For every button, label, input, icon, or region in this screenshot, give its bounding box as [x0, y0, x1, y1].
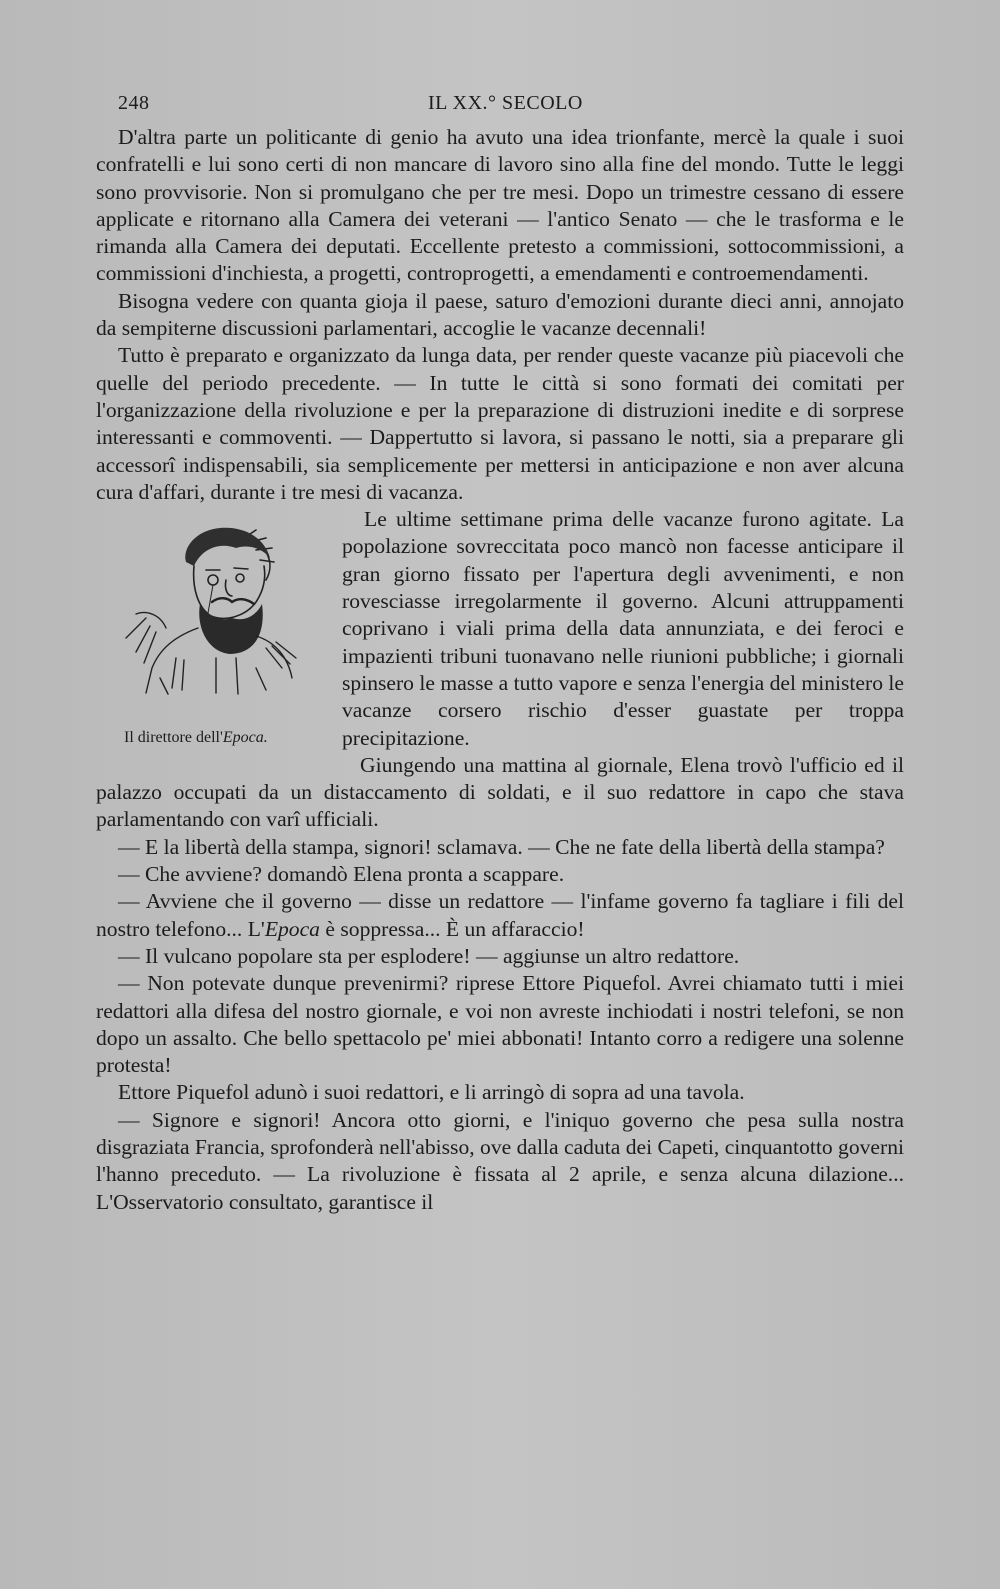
- paragraph: D'altra parte un politicante di genio ha avuto una idea trionfante, mercè la quale i suoi confratelli e lui sono certi di non mancare di lavoro sino alla fine del mondo. Tutte le leggi sono provvisorie. Non si promulgano che per tre mesi. Dopo un trimestre cessano di essere applicate e ritornano alla Camera dei veterani — l'antico Senato — che le trasforma e le rimanda alla Camera dei deputati. Eccellente pretesto a commissioni, sottocommissioni, a commissioni d'inchiesta, a progetti, controprogetti, a emendamenti e controemendamenti.: [96, 125, 904, 286]
- running-title: IL XX.° SECOLO: [428, 92, 583, 114]
- page-number: 248: [118, 92, 150, 114]
- illustration-figure: [94, 506, 330, 752]
- caption-italic-title: Epoca.: [222, 729, 268, 747]
- paragraph: — E la libertà della stampa, signori! sclamava. — Che ne fate della libertà della stampa?: [118, 834, 885, 859]
- paragraph: Ettore Piquefol adunò i suoi redattori, e li arringò di sopra ad una tavola.: [118, 1080, 745, 1105]
- paragraph: Tutto è preparato e organizzato da lunga data, per render queste vacanze più piacevoli che quelle del periodo precedente. — In tutte le città si sono formati dei comitati per l'organizzazione della rivoluzione e per la preparazione di distruzioni inedite e di sorprese interessanti e commoventi. — Dappertutto si lavora, si passano le notti, sia a preparare gli accessorî indispensabili, sia semplicemente per mettersi in anticipazione e non aver alcuna cura d'affari, durante i tre mesi di vacanza.: [96, 343, 904, 504]
- paragraph: Giungendo una mattina al giornale, Elena trovò l'ufficio ed il palazzo occupati da un distaccamento di soldati, e il suo redattore in capo che stava parlamentando con varî ufficiali.: [96, 752, 904, 832]
- editor-portrait-illustration: [116, 518, 306, 708]
- paragraph: — Che avviene? domandò Elena pronta a scappare.: [118, 862, 565, 887]
- paragraph: Le ultime settimane prima delle vacanze furono agitate. La popolazione sovreccitata poco mancò non facesse anticipare il gran giorno fissato per l'apertura degli avvenimenti, e non rovesciasse irregolarmente il governo. Alcuni attruppamenti coprivano i viali prima della data annunziata, e dei feroci e impazienti tribuni tuonavano nelle riunioni pubbliche; i giornali spinsero le masse a tutto vapore e senza l'energia del ministero le vacanze corsero rischio d'esser guastate per troppa precipitazione.: [342, 507, 904, 750]
- body-text: [96, 124, 904, 1216]
- paragraph: — Il vulcano popolare sta per esplodere! — aggiunse un altro redattore.: [118, 943, 740, 968]
- paragraph: Bisogna vedere con quanta gioja il paese, saturo d'emozioni durante dieci anni, annojato da sempiterne discussioni parlamentari, accoglie le vacanze decennali!: [96, 288, 904, 341]
- paragraph: — Avviene che il governo — disse un redattore — l'infame governo fa tagliare i fili del nostro telefono... L'Epoca è soppressa... È un affaraccio!: [96, 889, 904, 941]
- epoca-italic: Epoca: [264, 916, 320, 941]
- figure-caption: Il direttore dell'Epoca.: [124, 729, 268, 747]
- paragraph: — Signore e signori! Ancora otto giorni, e l'iniquo governo che pesa sulla nostra disgraziata Francia, sprofonderà nell'abisso, ove dalla caduta dei Capeti, cinquantotto governi l'hanno preceduto. — La rivoluzione è fissata al 2 aprile, e senza alcuna dilazione... L'Osservatorio consultato, garantisce il: [96, 1107, 904, 1214]
- paragraph: — Non potevate dunque prevenirmi? riprese Ettore Piquefol. Avrei chiamato tutti i miei redattori alla difesa del nostro giornale, e voi non avreste inchiodati i nostri telefoni, se non dopo un assalto. Che bello spettacolo pe' miei abbonati! Intanto corro a redigere una solenne protesta!: [96, 971, 904, 1078]
